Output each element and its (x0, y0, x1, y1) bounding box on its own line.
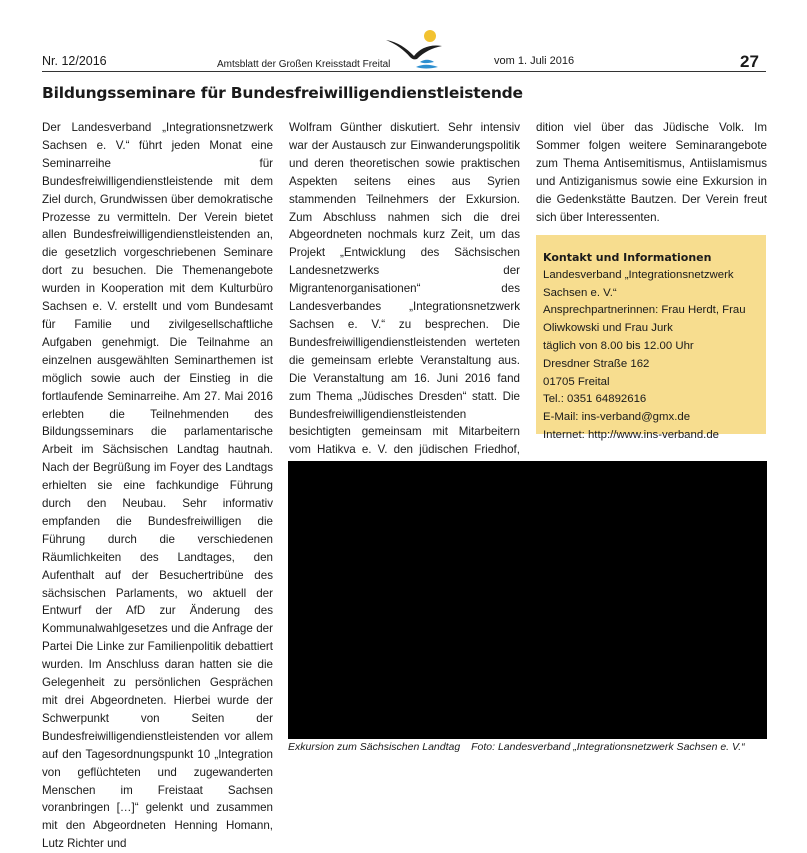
contact-website: Internet: http://www.ins-verband.de (543, 428, 720, 441)
page-number: 27 (740, 52, 759, 71)
issue-number: Nr. 12/2016 (42, 54, 107, 68)
contact-box-title: Kontakt und Informationen (543, 251, 712, 264)
article-text-col3: dition viel über das Jüdische Volk. Im Sommer folgen weitere Seminarangebote zum Thema Antisemitismus, Antiislamismus und Antiziganismus sowie eine Exkursion in die Gedenkstätte Bautzen. Der Verein freut sich über Interessenten. (536, 121, 767, 224)
photo-caption (288, 741, 767, 753)
contact-line: Oliwkowski und Frau Jurk (543, 322, 673, 335)
article-text-col1: Der Landesverband „Integrationsnetzwerk Sachsen e. V.“ führt jeden Monat eine Seminarreihe für Bundesfreiwilligendienstleistende mit dem Ziel durch, Grundwissen über demokratische Prozesse zu vermitteln. Der Verein bietet allen Bundesfreiwilligendienstleistenden an, die gesetzlich vorgeschriebenen Seminare dort zu besuchen. Die Themenangebote wurden in Kooperation mit dem Kulturbüro Sachsen e. V. erstellt und vom Bundesamt für Familie und zivilgesellschaftliche Aufgaben genehmigt. Die Teilnahme an einzelnen ausgewählten Seminarthemen ist möglich sowie auch der Einstieg in die fortlaufende Seminarreihe. Am 27. Mai 2016 erlebten die Teilnehmenden des Bildungsseminars die parlamentarische Arbeit im Sächsischen Landtag hautnah. Nach der Begrüßung im Foyer des Landtags erhielten sie eine fachkundige Führung durch den Neubau. Sehr informativ empfanden die Bundesfreiwilligen die Führung durch die verschiedenen Räumlichkeiten des Landtages, den Aufenthalt auf der Besuchertribüne des sächsischen Parlaments, wo aktuell der Entwurf der AfD zur Änderung des Kommunalwahlgesetzes und die Anfrage der Partei Die Linke zur Familienpolitik debattiert wurden. Im Anschluss daran hatten sie die Gelegenheit zu persönlichen Gesprächen mit drei Abgeordneten. Hierbei wurde der Schwerpunkt von Seiten der Bundesfreiwilligendienstleistenden vor allem auf den Tagesordnungspunkt 10 „Integration von geflüchteten und zugewanderten Menschen im Freistaat Sachsen voranbringen […]“ gelenkt und zusammen mit den Abgeordneten Henning Homann, Lutz Richter und (42, 121, 273, 851)
header-divider (42, 71, 766, 72)
article-text-col2: Wolfram Günther diskutiert. Sehr intensiv war der Austausch zur Einwanderungspolitik und deren theoretischen sowie praktischen Aspekten seitens eines aus Syrien stammenden Teilnehmers der Exkursion. Zum Abschluss nahmen sich die drei Abgeordneten nochmals kurz Zeit, um das Projekt „Entwicklung des Sächsischen Landesnetzwerks der Migrantenorganisationen“ des Landesverbandes „Integrationsnetzwerk Sachsen e. V.“ zu besprechen. Die Bundesfreiwilligendienstleistenden werteten die gemeinsam erlebte Veranstaltung aus. Die Veranstaltung am 16. Juni 2016 fand zum Thema „Jüdisches Dresden“ statt. Die Bundesfreiwilligendienstleistenden besichtigten gemeinsam mit Mitarbeitern vom Hatikva e. V. den jüdischen Friedhof, (289, 121, 520, 457)
publication-name: Amtsblatt der Großen Kreisstadt Freital (217, 59, 391, 70)
contact-line: Sachsen e. V.“ (543, 286, 617, 299)
article-column-2 (289, 119, 520, 495)
issue-date: vom 1. Juli 2016 (494, 55, 575, 67)
caption-text: Exkursion zum Sächsischen Landtag (288, 741, 461, 753)
article-title: Bildungsseminare für Bundesfreiwilligendienstleistende (42, 84, 523, 102)
contact-line: Ansprechpartnerinnen: Frau Herdt, Frau (543, 304, 746, 317)
article-column-1 (42, 119, 273, 853)
contact-line: täglich von 8.00 bis 12.00 Uhr (543, 339, 694, 352)
freital-bird-logo-icon (384, 28, 446, 72)
contact-line: 01705 Freital (543, 375, 610, 388)
contact-info-box (536, 235, 766, 441)
photo-credit: Foto: Landesverband „Integrationsnetzwerk Sachsen e. V.“ (471, 741, 745, 753)
contact-email: E-Mail: ins-verband@gmx.de (543, 411, 691, 424)
contact-line: Dresdner Straße 162 (543, 357, 650, 370)
article-column-3 (536, 119, 767, 226)
excursion-photo (288, 461, 767, 739)
contact-line: Landesverband „Integrationsnetzwerk (543, 268, 734, 281)
contact-phone: Tel.: 0351 64892616 (543, 393, 647, 406)
